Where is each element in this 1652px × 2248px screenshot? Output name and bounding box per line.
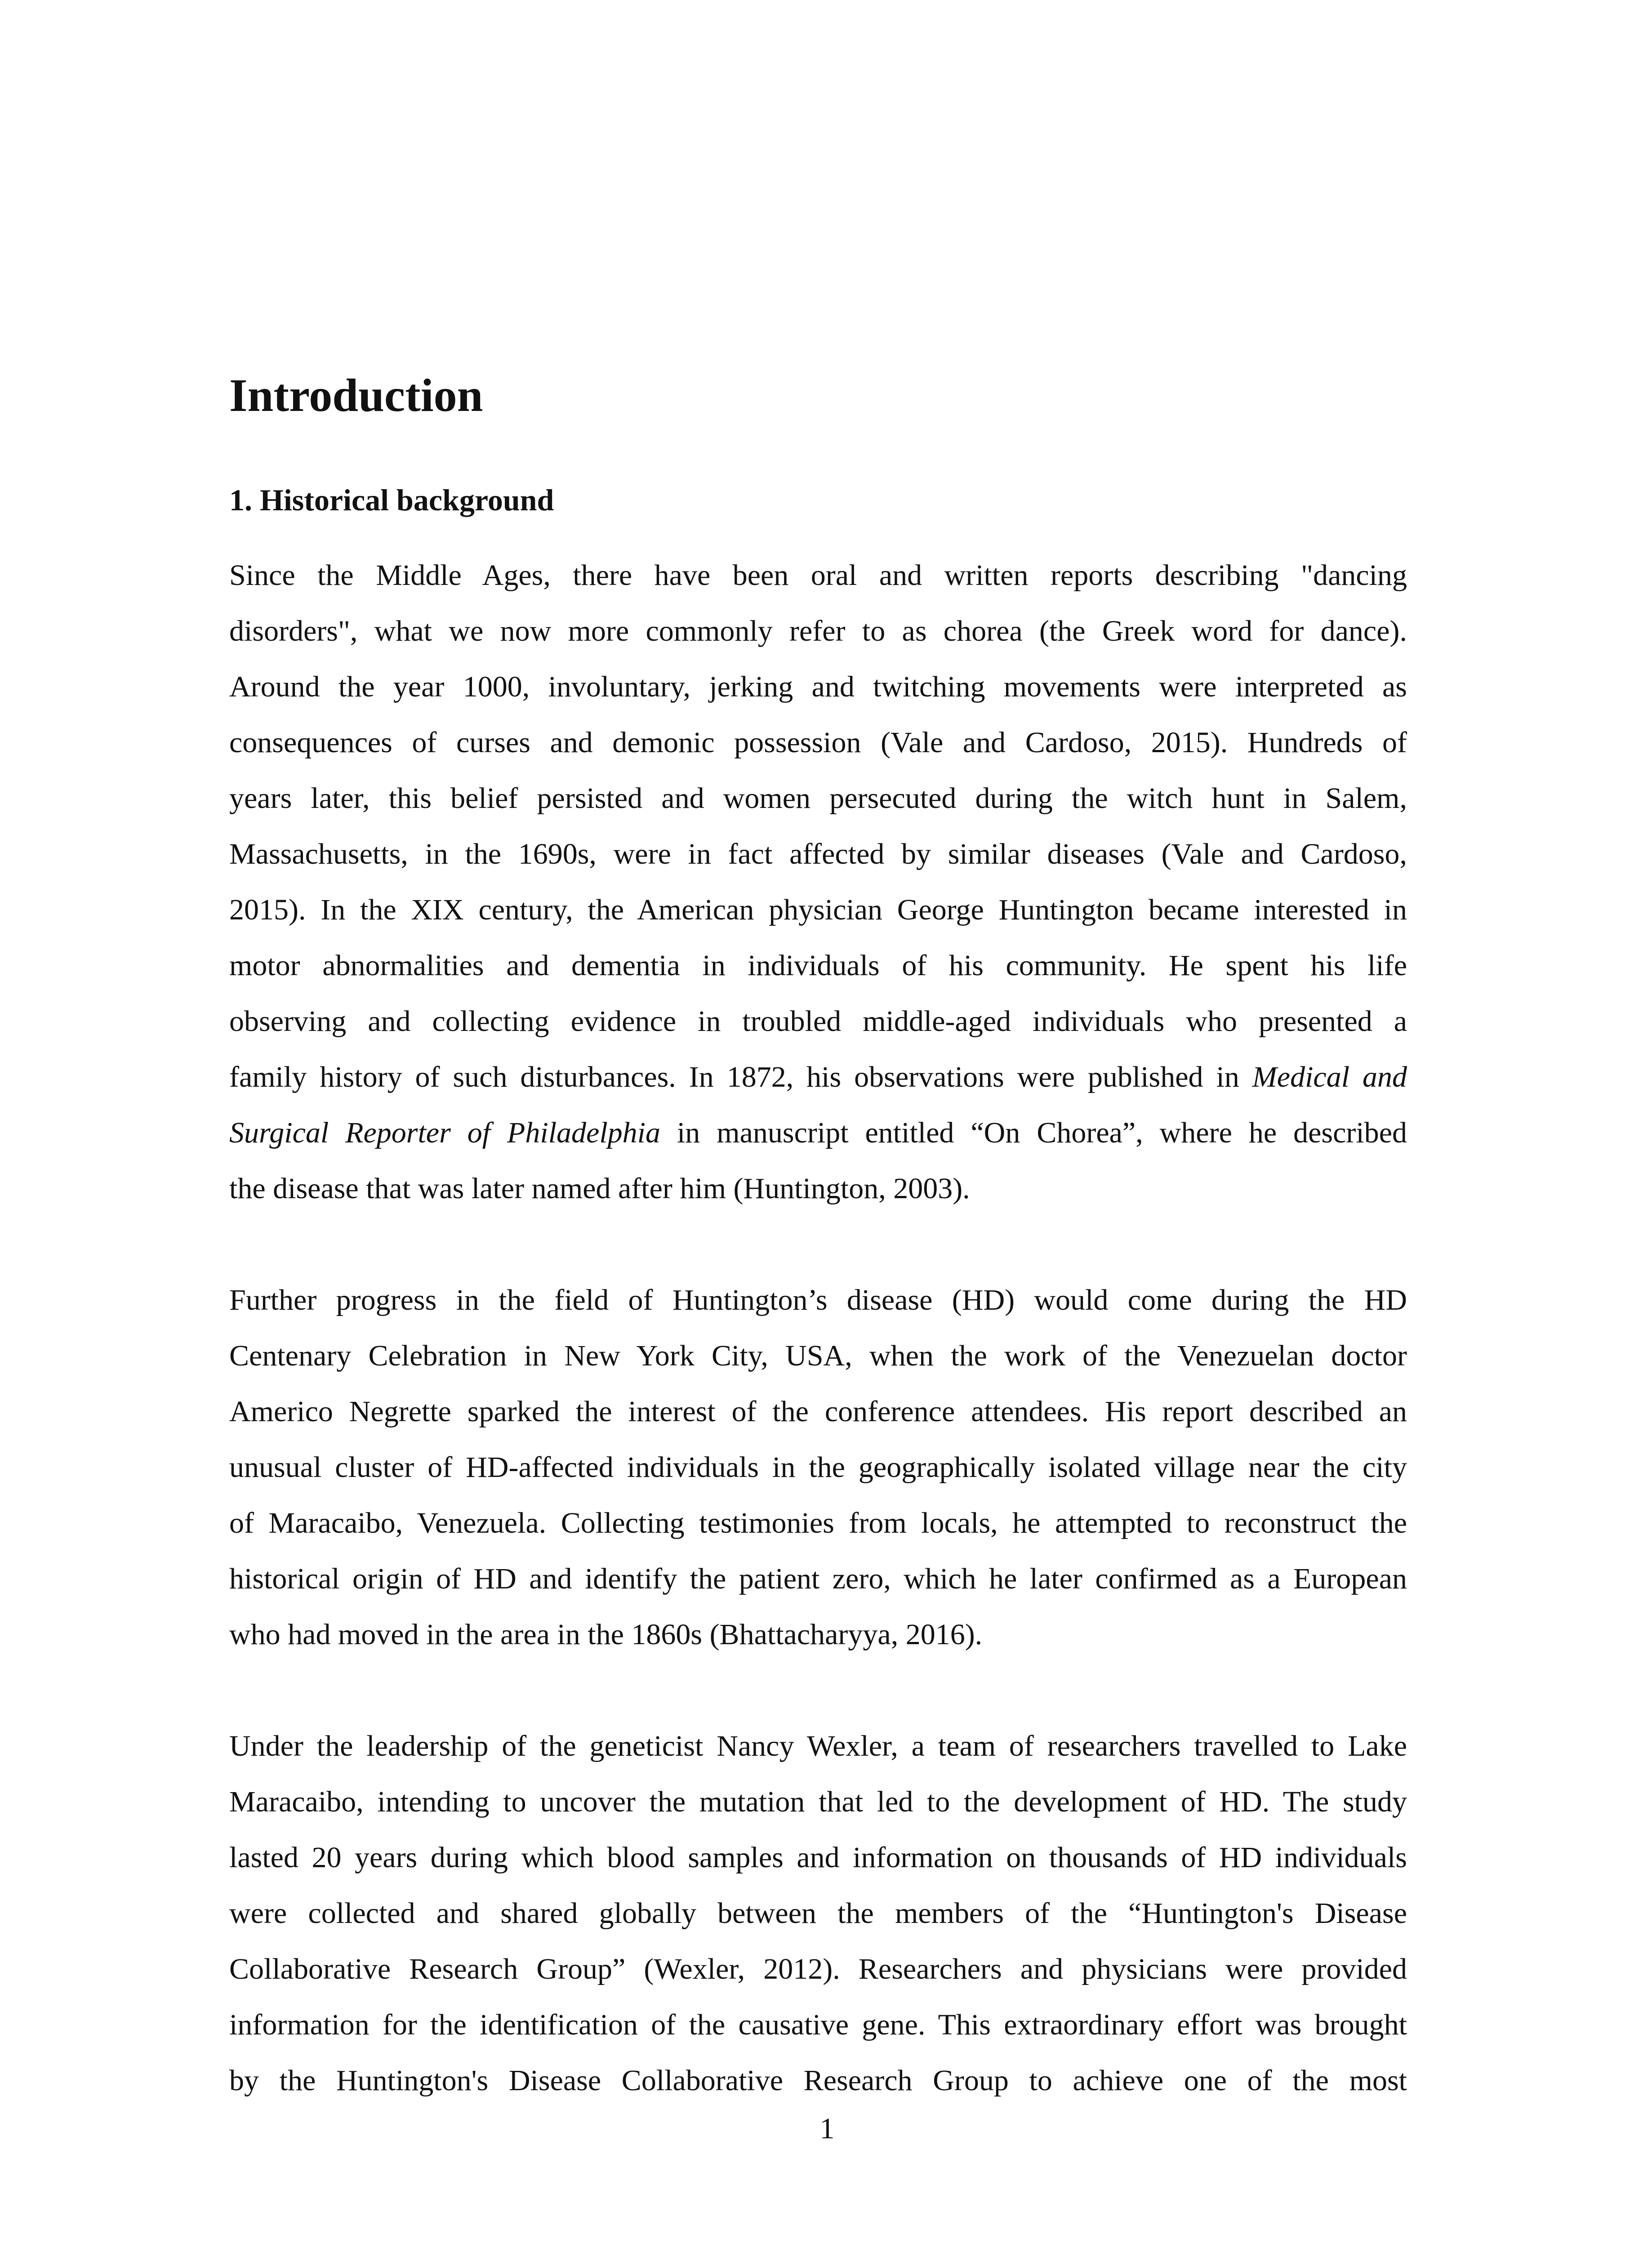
text-line [229,1774,1407,1830]
text-run: Under the leadership of the geneticist Nancy Wexler, a team of researchers travelled to Lake [229,1730,1407,1762]
italic-text: Medical and [1252,1061,1407,1093]
text-run: disorders", what we now more commonly refer to as chorea (the Greek word for dance). [229,615,1407,647]
section-body [229,548,1407,2109]
text-run: years later, this belief persisted and women persecuted during the witch hunt in Salem, [229,782,1407,815]
text-run: 2015). In the XIX century, the American physician George Huntington became interested in [229,893,1407,926]
text-line [229,2053,1407,2109]
page-number: 1 [819,2112,835,2145]
section-heading: 1. Historical background [229,483,554,517]
text-run: Maracaibo, intending to uncover the mutation that led to the development of HD. The study [229,1785,1407,1818]
text-line [229,1886,1407,1941]
text-run: lasted 20 years during which blood samples and information on thousands of HD individuals [229,1841,1407,1874]
text-run: Centenary Celebration in New York City, USA, when the work of the Venezuelan doctor [229,1339,1407,1372]
paragraph [229,1718,1407,2109]
text-run: Since the Middle Ages, there have been oral and written reports describing "dancing [229,559,1407,592]
page-title: Introduction [229,370,483,421]
text-line [229,1941,1407,1997]
text-line [229,1440,1407,1495]
text-run: consequences of curses and demonic possession (Vale and Cardoso, 2015). Hundreds of [229,726,1407,759]
page-body [229,351,1407,2109]
text-line [229,548,1407,603]
text-line [229,882,1407,938]
paragraph [229,1272,1407,1663]
text-run: of Maracaibo, Venezuela. Collecting testimonies from locals, he attempted to reconstruct the [229,1507,1407,1539]
text-line [229,994,1407,1049]
text-run: observing and collecting evidence in troubled middle-aged individuals who presented a [229,1005,1407,1038]
text-line [229,1997,1407,2053]
text-line [229,1328,1407,1384]
text-line [229,1551,1407,1607]
text-line [229,1607,1407,1663]
text-line [229,826,1407,882]
text-line [229,771,1407,826]
text-line [229,1049,1407,1105]
text-run: family history of such disturbances. In 1872, his observations were published in [229,1061,1252,1093]
text-run: Around the year 1000, involuntary, jerking and twitching movements were interpreted as [229,670,1407,703]
text-run: Massachusetts, in the 1690s, were in fact affected by similar diseases (Vale and Cardoso, [229,838,1407,870]
text-line [229,938,1407,994]
text-line [229,659,1407,715]
text-run: in manuscript entitled “On Chorea”, where he described [660,1116,1407,1149]
text-run: Americo Negrette sparked the interest of the conference attendees. His report described an [229,1395,1407,1428]
text-line [229,715,1407,771]
text-run: historical origin of HD and identify the patient zero, which he later confirmed as a European [229,1562,1407,1595]
text-run: by the Huntington's Disease Collaborative Research Group to achieve one of the most [229,2064,1407,2097]
text-run: motor abnormalities and dementia in individuals of his community. He spent his life [229,949,1407,982]
text-line [229,1161,1407,1217]
italic-text: Surgical Reporter of Philadelphia [229,1116,660,1149]
paragraph [229,548,1407,1217]
text-run: Further progress in the field of Huntington’s disease (HD) would come during the HD [229,1284,1407,1316]
text-line [229,1495,1407,1551]
text-run: were collected and shared globally between the members of the “Huntington's Disease [229,1897,1407,1930]
text-line [229,1384,1407,1440]
text-run: Collaborative Research Group” (Wexler, 2012). Researchers and physicians were provided [229,1953,1407,1985]
text-line [229,1830,1407,1886]
text-run: information for the identification of the causative gene. This extraordinary effort was brought [229,2008,1407,2041]
text-run: who had moved in the area in the 1860s (Bhattacharyya, 2016). [229,1618,983,1651]
text-run: the disease that was later named after him (Huntington, 2003). [229,1172,970,1205]
text-line [229,1718,1407,1774]
text-run: unusual cluster of HD-affected individuals in the geographically isolated village near the city [229,1451,1407,1484]
text-line [229,603,1407,659]
text-line [229,1272,1407,1328]
text-line [229,1105,1407,1161]
